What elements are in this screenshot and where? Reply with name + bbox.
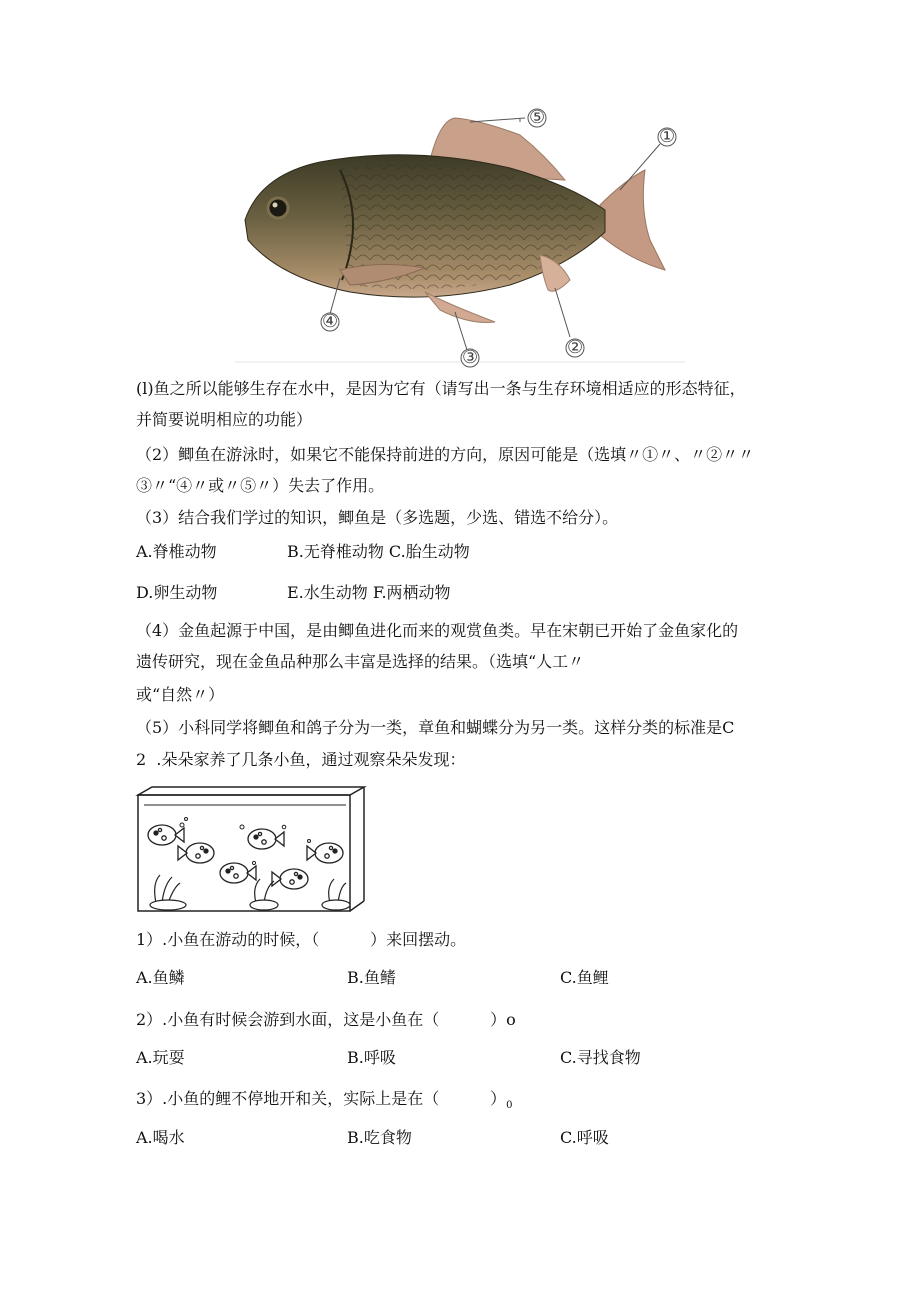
sub2-question: 2）.小鱼有时候会游到水面，这是小鱼在（ ）o: [136, 1010, 516, 1029]
label-1-text: ①: [659, 126, 676, 147]
sub1-option-b: B.鱼鳍: [347, 968, 396, 987]
sub3-option-a: A.喝水: [136, 1128, 185, 1147]
q3-line1: （3）结合我们学过的知识，鲫鱼是（多选题，少选、错选不给分）。: [136, 508, 619, 527]
sub3-question: [136, 1088, 513, 1117]
fish-eye: [268, 198, 288, 218]
q2-line1: （2）鲫鱼在游泳时，如果它不能保持前进的方向，原因可能是（选填〃①〃、〃②〃〃: [136, 445, 755, 464]
sub2-option-c: C.寻找食物: [560, 1048, 641, 1067]
q3-option-bc: B.无脊椎动物 C.胎生动物: [287, 542, 470, 561]
sub1-option-c: C.鱼鲤: [560, 968, 609, 987]
q3-option-a: A.脊椎动物: [136, 542, 217, 561]
tail-fin: [600, 170, 665, 270]
sub2-option-a: A.玩耍: [136, 1048, 185, 1067]
aquarium-illustration: [134, 783, 370, 915]
q4-line1: （4）金鱼起源于中国，是由鲫鱼进化而来的观赏鱼类。早在宋朝已开始了金鱼家化的: [136, 621, 739, 640]
sub3-option-b: B.吃食物: [347, 1128, 412, 1147]
carp-diagram: [230, 100, 690, 370]
tank-plants: [150, 875, 350, 910]
q2-line2: ③〃“④〃或〃⑤〃）失去了作用。: [136, 476, 385, 495]
tank-fish: [148, 825, 343, 889]
label-3-text: ③: [462, 347, 479, 368]
label-5-text: ⑤: [529, 107, 546, 128]
q1-line2: 并简要说明相应的功能）: [136, 410, 313, 429]
q4-line3: 或“自然〃）: [136, 685, 225, 704]
sub3-question-text: 3）.小鱼的鲤不停地开和关，实际上是在（ ）: [136, 1089, 507, 1108]
q1-line1: (l)鱼之所以能够生存在水中，是因为它有（请写出一条与生存环境相适应的形态特征，: [136, 379, 746, 398]
q3-option-d: D.卵生动物: [136, 583, 218, 602]
q5-line1: （5）小科同学将鲫鱼和鸽子分为一类，章鱼和蝴蝶分为另一类。这样分类的标准是C: [136, 718, 735, 737]
sub2-option-b: B.呼吸: [347, 1048, 396, 1067]
q4-line2: 遗传研究，现在金鱼品种那么丰富是选择的结果。（选填“人工〃: [136, 652, 585, 671]
q3-option-ef: E.水生动物 F.两栖动物: [287, 583, 451, 602]
label-2-text: ②: [567, 337, 584, 358]
sub3-option-c: C.呼吸: [560, 1128, 609, 1147]
sub1-option-a: A.鱼鳞: [136, 968, 185, 987]
part2-intro: 2 .朵朵家养了几条小鱼，通过观察朵朵发现：: [136, 750, 466, 769]
sub1-question: 1）.小鱼在游动的时候，（ ）来回摆动。: [136, 930, 467, 949]
sub3-question-suffix: 0: [506, 1100, 513, 1111]
label-4-text: ④: [322, 311, 339, 332]
